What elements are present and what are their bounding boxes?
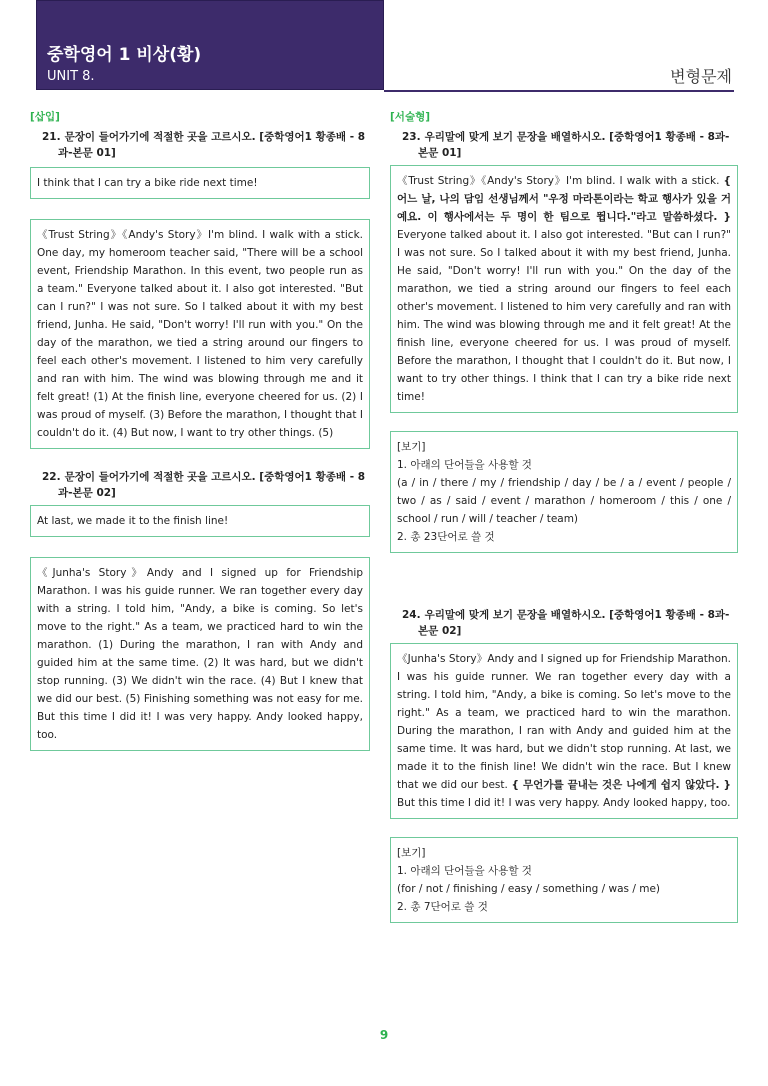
header-band (36, 0, 384, 90)
insert-sentence: At last, we made it to the finish line! (37, 515, 229, 527)
bogi-instruction-2: 2. 총 7단어로 쓸 것 (397, 901, 488, 913)
passage-box-22 (30, 557, 370, 751)
passage-korean-prompt: { 무언가를 끝내는 것은 나에게 쉽지 않았다. } (511, 779, 731, 791)
bogi-label: [보기] (397, 441, 426, 453)
left-column (30, 110, 370, 751)
worksheet-type-label: 변형문제 (670, 67, 732, 86)
passage-text: 《Trust String》《Andy's Story》I'm blind. I walk with a stick. One day, my homeroom teacher said, "There will be a school event, Friendship Marathon. In this event, two people run as a team." Everyone talked about it. I also got interested. "But can I run?" I was not sure. So I talked about it with my best friend, Junha. He said, "Don't worry! I'll run with you." On the day of the marathon, we tied a string around our fingers to feel each other's movement. I listened to him very carefully and ran with him. The wind was blowing through me and it felt great! (1) At the finish line, everyone cheered for us. (2) I was proud of myself. (3) Before the marathon, I thought that I couldn't do it. (4) But now, I want to try other things. (5) (37, 229, 363, 439)
passage-box-21 (30, 219, 370, 449)
question-21 (36, 129, 370, 161)
insert-sentence: I think that I can try a bike ride next time! (37, 177, 258, 189)
section-tag-insert: [삽입] (30, 111, 60, 123)
insert-sentence-box-22 (30, 505, 370, 537)
question-24 (396, 607, 738, 639)
passage-text-pre: 《Trust String》《Andy's Story》I'm blind. I walk with a stick. (397, 175, 724, 187)
bogi-label: [보기] (397, 847, 426, 859)
passage-text-post: But this time I did it! I was very happy. Andy looked happy, too. (397, 797, 731, 809)
page-number: 9 (379, 1028, 389, 1042)
insert-sentence-box-21 (30, 167, 370, 199)
bogi-word-list: (a / in / there / my / friendship / day / be / a / event / people / two / as / said / event / marathon / homeroom / this / one / school / run / will / teacher / team) (397, 477, 731, 525)
book-title: 중학영어 1 비상(황) (47, 45, 202, 65)
section-tag-descriptive: [서술형] (390, 111, 431, 123)
passage-text: 《Junha's Story》Andy and I signed up for Friendship Marathon. I was his guide runner. We ran together every day with a string. I told him, "Andy, a bike is coming. So let's move to the right." As a team, we practiced hard to win the marathon. (1) During the marathon, I ran with Andy and guided him at the same time. (2) It was hard, but we didn't stop running. (3) We didn't win the race. (4) But I knew that we did our best. (5) Finishing something was not easy for me. But this time I did it! I was very happy. Andy looked happy, too. (37, 567, 363, 741)
question-text: 문장이 들어가기에 적절한 곳을 고르시오. [중학영어1 황종배 - 8과-본문 02] (58, 471, 366, 499)
passage-korean-prompt: { 어느 날, 나의 담임 선생님께서 "우정 마라톤이라는 학교 행사가 있을 거예요. 이 행사에서는 두 명이 한 팀으로 뜁니다."라고 말씀하셨다. } (397, 175, 731, 223)
passage-box-24 (390, 643, 738, 819)
question-23 (396, 129, 738, 161)
unit-label: UNIT 8. (47, 69, 95, 84)
question-text: 우리말에 맞게 보기 문장을 배열하시오. [중학영어1 황종배 - 8과-본문 01] (418, 131, 730, 159)
question-text: 우리말에 맞게 보기 문장을 배열하시오. [중학영어1 황종배 - 8과-본문 02] (418, 609, 730, 637)
bogi-word-list: (for / not / finishing / easy / something / was / me) (397, 883, 661, 895)
question-text: 문장이 들어가기에 적절한 곳을 고르시오. [중학영어1 황종배 - 8과-본문 01] (58, 131, 366, 159)
bogi-instruction-1: 1. 아래의 단어들을 사용할 것 (397, 459, 532, 471)
question-number: 23. (402, 131, 421, 143)
passage-text-pre: 《Junha's Story》Andy and I signed up for Friendship Marathon. I was his guide runner. We ran together every day with a string. I told him, "Andy, a bike is coming. So let's move to the right." As a team, we practiced hard to win the marathon. During the marathon, I ran with Andy and guided him at the same time. It was hard, but we didn't stop running. At last, we made it to the finish line! We didn't win the race. But I knew that we did our best. (397, 653, 731, 791)
bogi-box-23 (390, 431, 738, 553)
question-22 (36, 469, 370, 501)
question-number: 21. (42, 131, 61, 143)
passage-text-post: Everyone talked about it. I also got interested. "But can I run?" I was not sure. So I talked about it with my best friend, Junha. He said, "Don't worry! I'll run with you." On the day of the marathon, we tied a string around our fingers to feel each other's movement. I listened to him very carefully and ran with him. The wind was blowing through me and it felt great! At the finish line, everyone cheered for us. I was proud of myself. Before the marathon, I thought that I couldn't do it. But now, I want to try other things. I think that I can try a bike ride next time! (397, 229, 731, 403)
passage-box-23 (390, 165, 738, 413)
question-number: 24. (402, 609, 421, 621)
question-number: 22. (42, 471, 61, 483)
right-column (390, 110, 738, 923)
bogi-instruction-2: 2. 총 23단어로 쓸 것 (397, 531, 495, 543)
bogi-instruction-1: 1. 아래의 단어들을 사용할 것 (397, 865, 532, 877)
header-divider (384, 90, 734, 92)
bogi-box-24 (390, 837, 738, 923)
